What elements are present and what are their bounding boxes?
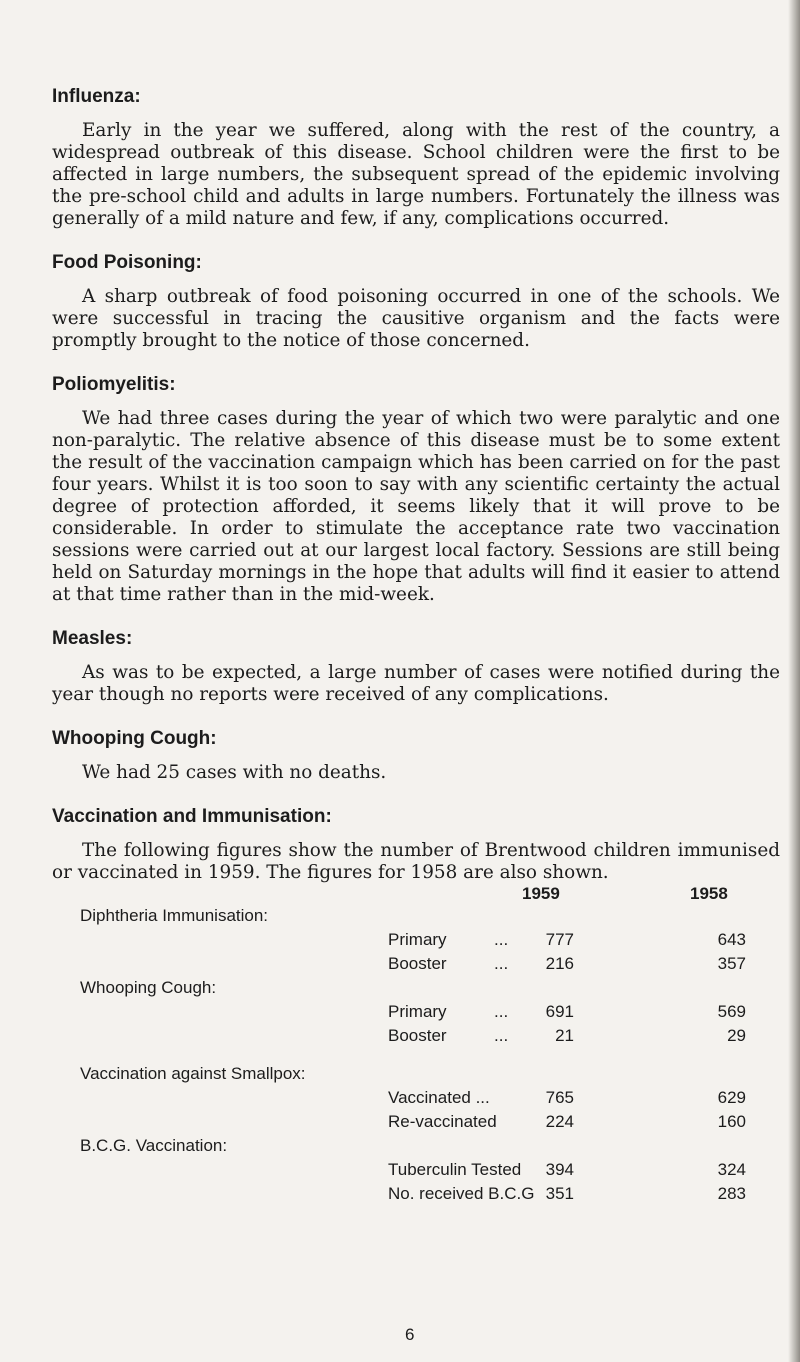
page-number: 6 bbox=[405, 1325, 415, 1344]
row-label: Re-vaccinated bbox=[388, 1112, 497, 1131]
value-1959: 21 bbox=[555, 1026, 574, 1045]
section-heading: Whooping Cough: bbox=[52, 728, 217, 749]
value-1958: 643 bbox=[717, 930, 746, 949]
value-1959: 216 bbox=[545, 954, 574, 973]
value-1958: 357 bbox=[717, 954, 746, 973]
row-label: Primary bbox=[388, 1002, 447, 1021]
year-header-1959: 1959 bbox=[522, 884, 560, 903]
value-1959: 224 bbox=[545, 1112, 574, 1131]
value-1959: 765 bbox=[545, 1088, 574, 1107]
section-text: We had 25 cases with no deaths. bbox=[82, 762, 387, 783]
page-edge-shadow bbox=[788, 0, 800, 1362]
section-text: We had three cases during the year of which two were paralytic and one non-paralytic. The relative absence of this disease must be to some extent the result of the vaccination campaign which has been carried on for the past four years. Whilst it is too soon to say with any scientific certainty the actual degree of protection afforded, it seems likely that it will prove to be considerable. In order to stimulate the acceptance rate two vaccination sessions were carried out at our largest local factory. Sessions are still being held on Saturday mornings in the hope that adults will find it easier to attend at that time rather than in the mid-week. bbox=[52, 408, 780, 605]
value-1958: 29 bbox=[727, 1026, 746, 1045]
row-label: No. received B.C.G bbox=[388, 1184, 535, 1203]
row-dots: ... bbox=[494, 1002, 509, 1021]
section-text: The following figures show the number of Brentwood children immunised or vaccinated in 1959. The figures for 1958 are also shown. bbox=[52, 840, 780, 883]
row-label: Booster bbox=[388, 1026, 447, 1045]
row-dots: ... bbox=[494, 954, 509, 973]
section-measles bbox=[52, 626, 780, 706]
value-1959: 351 bbox=[545, 1184, 574, 1203]
group-title: B.C.G. Vaccination: bbox=[80, 1136, 228, 1155]
section-heading: Measles: bbox=[52, 628, 133, 649]
section-heading: Food Poisoning: bbox=[52, 252, 202, 273]
row-dots: ... bbox=[494, 930, 509, 949]
row-label: Vaccinated ... bbox=[388, 1088, 490, 1107]
value-1958: 324 bbox=[717, 1160, 746, 1179]
section-heading: Poliomyelitis: bbox=[52, 374, 176, 395]
value-1958: 283 bbox=[717, 1184, 746, 1203]
value-1959: 777 bbox=[545, 930, 574, 949]
section-influenza bbox=[52, 84, 780, 230]
row-label: Booster bbox=[388, 954, 447, 973]
immunisation-table bbox=[52, 884, 780, 1244]
section-whooping-cough bbox=[52, 726, 780, 784]
row-label: Tuberculin Tested bbox=[388, 1160, 522, 1179]
document-page bbox=[52, 84, 780, 1244]
value-1959: 691 bbox=[545, 1002, 574, 1021]
year-header-1958: 1958 bbox=[690, 884, 728, 903]
value-1958: 569 bbox=[717, 1002, 746, 1021]
section-text: Early in the year we suffered, along with the rest of the country, a widespread outbreak of this disease. School children were the first to be affected in large numbers, the subsequent spread of the epidemic involving the pre-school child and adults in large numbers. Fortunately the illness was generally of a mild nature and few, if any, complications occurred. bbox=[52, 120, 780, 229]
section-text: As was to be expected, a large number of cases were notified during the year though no reports were received of any complications. bbox=[52, 662, 780, 705]
section-food-poisoning bbox=[52, 250, 780, 352]
section-text: A sharp outbreak of food poisoning occurred in one of the schools. We were successful in tracing the causitive organism and the facts were promptly brought to the notice of those concerned. bbox=[52, 286, 780, 351]
value-1959: 394 bbox=[545, 1160, 574, 1179]
section-vaccination bbox=[52, 804, 780, 884]
value-1958: 160 bbox=[717, 1112, 746, 1131]
value-1958: 629 bbox=[717, 1088, 746, 1107]
group-title: Vaccination against Smallpox: bbox=[80, 1064, 306, 1083]
group-title: Diphtheria Immunisation: bbox=[80, 906, 269, 925]
row-label: Primary bbox=[388, 930, 447, 949]
row-dots: ... bbox=[494, 1026, 509, 1045]
section-heading: Vaccination and Immunisation: bbox=[52, 806, 332, 827]
section-heading: Influenza: bbox=[52, 86, 141, 107]
group-title: Whooping Cough: bbox=[80, 978, 217, 997]
section-poliomyelitis bbox=[52, 372, 780, 606]
